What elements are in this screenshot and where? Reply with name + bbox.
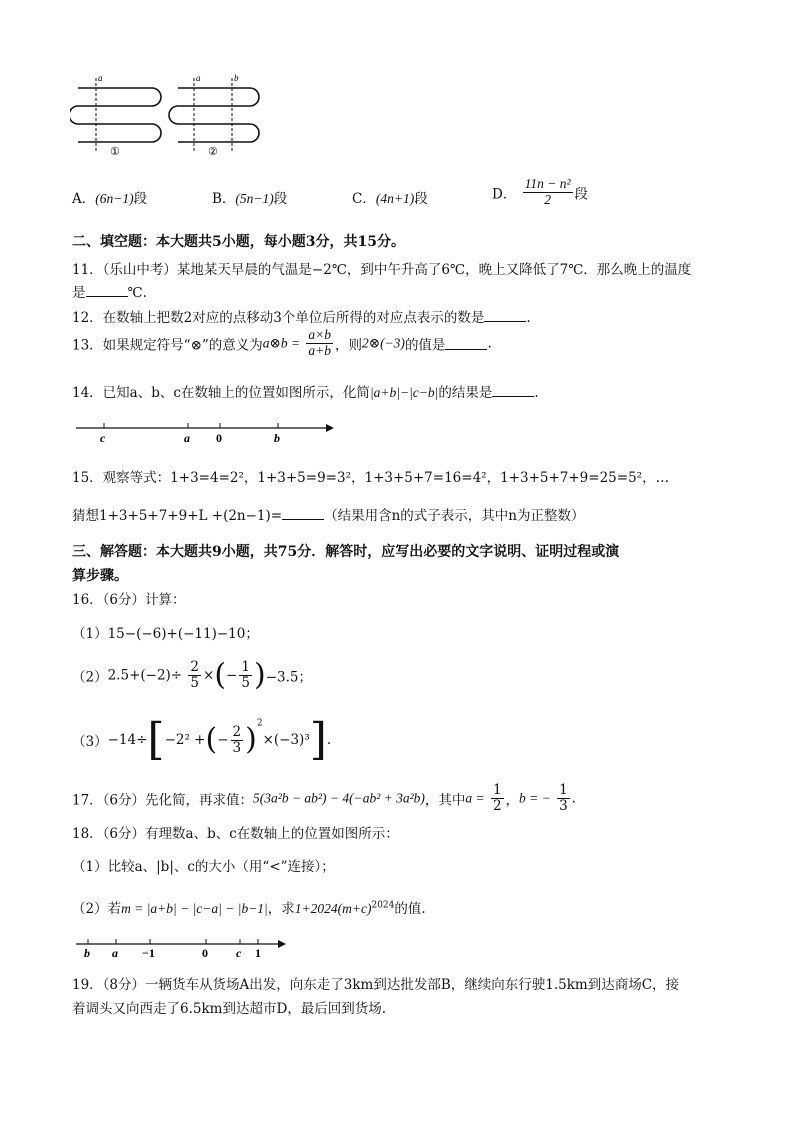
q10-option-b: B．(5n−1)段	[212, 191, 288, 207]
q12-answer-blank[interactable]	[484, 309, 526, 322]
q14-label-b: b	[274, 431, 280, 445]
q11-line1: 11．（乐山中考）某地某天早晨的气温是−2℃，到中午升高了6℃，晚上又降低了7℃．那么晚上的温度	[72, 262, 692, 278]
q14-answer-blank[interactable]	[492, 384, 534, 397]
q14-label-a: a	[184, 431, 190, 445]
q18-part1: （1）比较a、|b|、c的大小（用“<”连接）；	[72, 859, 335, 875]
q16-part1: （1）15−(−6)+(−11)−10；	[72, 626, 259, 642]
q18-label-a: a	[112, 946, 118, 960]
q18-label-c: c	[236, 946, 242, 960]
section3-title-line2: 算步骤。	[72, 568, 128, 584]
q14-label-0: 0	[216, 431, 222, 445]
q10-option-a: A．(6n−1)段	[72, 191, 148, 207]
q13-answer-blank[interactable]	[445, 337, 487, 350]
q19-line2: 着调头又向西走了6.5km到达超市D，最后回到货场.	[72, 1001, 387, 1017]
q19-line1: 19．（8分）一辆货车从货场A出发，向东走了3km到达批发部B，继续向东行驶1.5km到达商场C，接	[72, 977, 680, 993]
q16-head: 16．（6分）计算：	[72, 592, 186, 608]
fig1-label-a: a	[98, 73, 103, 83]
q11-answer-blank[interactable]	[86, 284, 128, 297]
q14-number-line	[72, 418, 337, 446]
q18-head: 18．（6分）有理数a、b、c在数轴上的位置如图所示：	[72, 826, 399, 842]
q18-label-1: 1	[255, 946, 261, 960]
section3-title-line1: 三、解答题：本大题共9小题，共75分．解答时，应写出必要的文字说明、证明过程或演	[72, 544, 620, 560]
q15-line2: 猜想1+3+5+7+9+L +(2n−1)= （结果用含n的式子表示，其中n为正整数）	[72, 508, 585, 524]
q14: 14．已知a、b、c在数轴上的位置如图所示，化简|a+b|−|c−b|的结果是 .	[72, 385, 539, 401]
q10-option-d: D． $\frac{\text{11n − n²}}{2}$ 段	[492, 176, 589, 207]
q18-label-0: 0	[202, 946, 208, 960]
q16-part2: （2）2.5+(−2)÷ $\frac{2}{5}$ ×(− $\frac{1}{5}$ )−3.5；	[72, 657, 312, 693]
q13: 13．如果规定符号“⊗”的意义为a⊗b = $\frac{a\times b}{a+b}$ ，则2⊗(−3)的值是 .	[72, 327, 492, 358]
fig2-label-b: b	[234, 73, 239, 83]
q16-part3: （3）−14÷[−2² +(− $\frac{2}{3}$ )$^2$×(−3)³].	[72, 714, 332, 765]
figure-1	[70, 88, 161, 142]
zigzag-rope-figure	[70, 70, 270, 162]
figure-2	[169, 88, 259, 142]
q18-number-line	[72, 932, 292, 960]
q14-label-c: c	[100, 431, 106, 445]
q17: 17．（6分）先化简，再求值：5(3a²b − ab²) − 4(−ab² + 3a²b)，其中a = $\frac{1}{2}$ ，b = − $\frac{1}{3}$ .	[72, 782, 576, 814]
q18-label-b: b	[84, 946, 90, 960]
q10-option-c: C．(4n+1)段	[352, 191, 428, 207]
fig2-caption: ②	[208, 146, 218, 158]
q18-part2: （2）若m = |a+b| − |c−a| − |b−1|，求$1+2024(m+c)^{2024}$的值.	[72, 900, 426, 917]
fig1-caption: ①	[110, 146, 120, 158]
q15-line1: 15．观察等式：1+3=4=2²，1+3+5=9=3²，1+3+5+7=16=4²，1+3+5+7+9=25=5²，…	[72, 470, 670, 486]
q18-label-neg1: −1	[142, 946, 155, 960]
q11-line2: 是 ℃.	[72, 285, 147, 301]
q12: 12．在数轴上把数2对应的点移动3个单位后所得的对应点表示的数是 .	[72, 310, 531, 326]
section2-title: 二、填空题：本大题共5小题，每小题3分，共15分。	[72, 234, 405, 250]
fig2-label-a: a	[196, 73, 201, 83]
q15-answer-blank[interactable]	[282, 507, 324, 520]
